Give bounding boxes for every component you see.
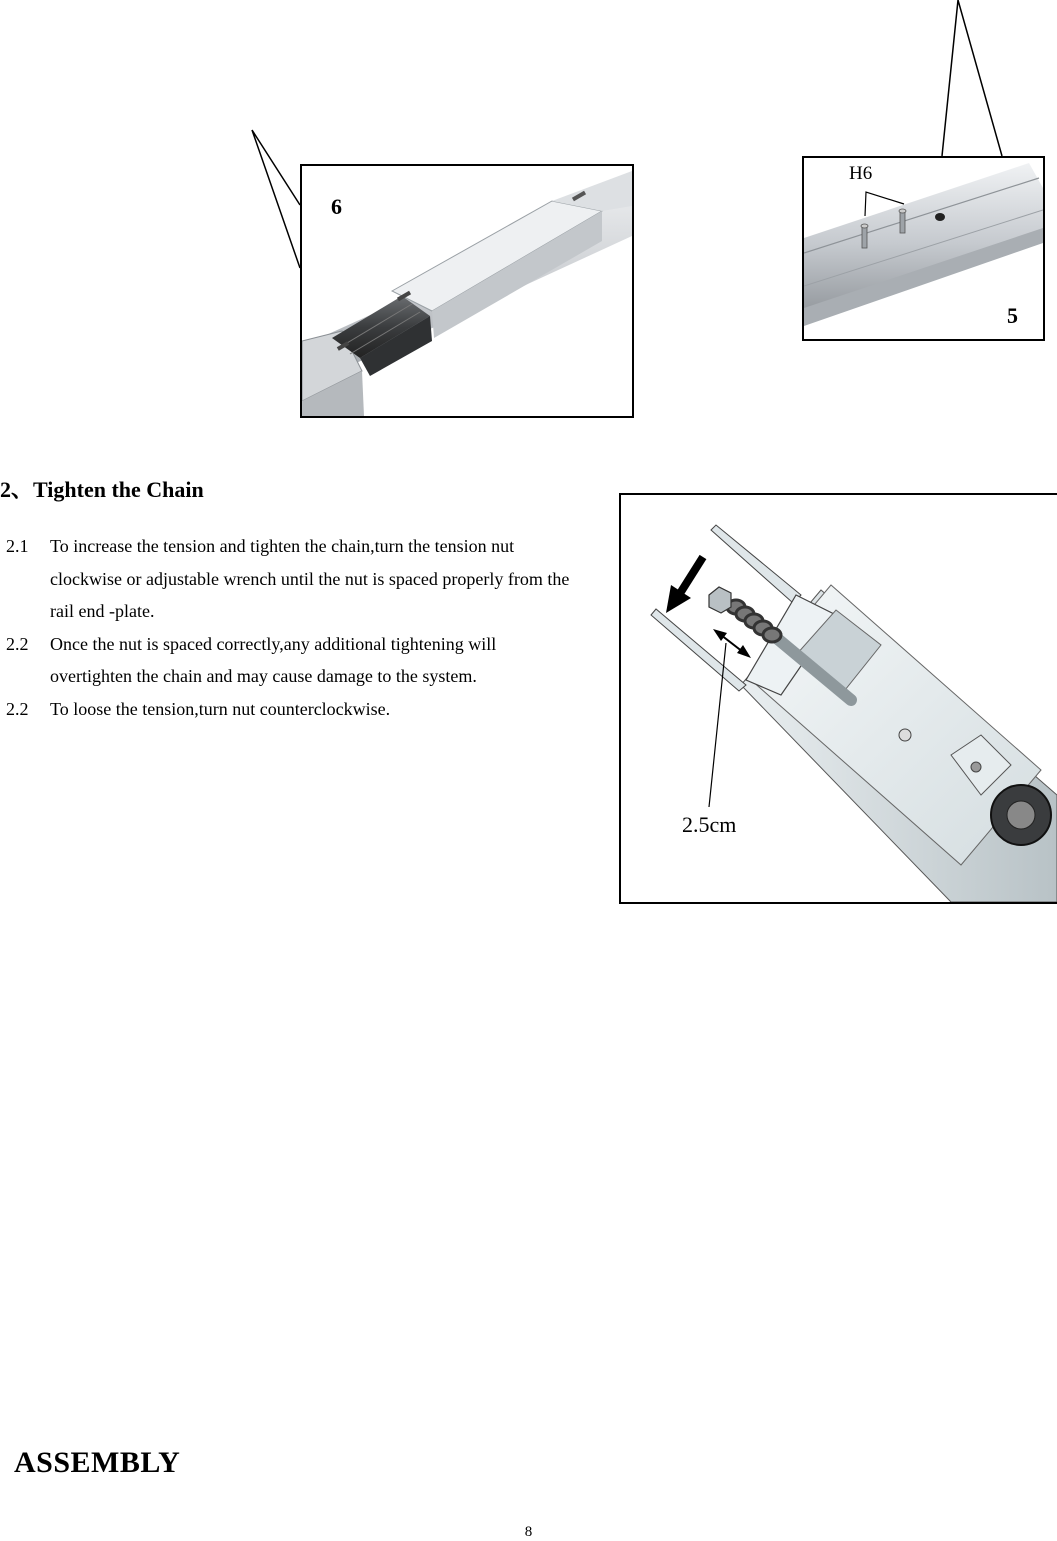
figure-6-callout-pointer xyxy=(252,130,300,268)
step-item xyxy=(6,693,576,726)
step-text: To increase the tension and tighten the chain,turn the tension nut clockwise or adjustable wrench until the nut is spaced properly from the rail end -plate. xyxy=(50,536,570,621)
step-item xyxy=(6,530,576,628)
figure-6-label: 6 xyxy=(331,194,342,219)
measurement-arrow-icon xyxy=(713,629,751,658)
rail-join-illustration xyxy=(302,166,632,416)
spring-icon xyxy=(727,600,781,642)
figure-6-box xyxy=(300,164,634,418)
tension-figure-box xyxy=(619,493,1057,904)
direction-arrow-icon xyxy=(666,557,703,613)
step-number: 2.1 xyxy=(6,536,29,556)
measurement-label: 2.5cm xyxy=(682,812,737,837)
step-item xyxy=(6,628,576,693)
step-text: Once the nut is spaced correctly,any additional tightening will overtighten the chain and may cause damage to the system. xyxy=(50,633,497,686)
step-text: To loose the tension,turn nut counterclockwise. xyxy=(50,698,391,719)
steps-list xyxy=(6,530,576,725)
tension-nut-icon xyxy=(709,587,731,613)
figure-5-callout-pointer xyxy=(942,0,1002,156)
tension-nut-illustration xyxy=(621,495,1057,902)
footer-title: ASSEMBLY xyxy=(14,1446,181,1479)
h6-part-label: H6 xyxy=(849,163,873,184)
step-number: 2.2 xyxy=(6,698,29,719)
page-number: 8 xyxy=(524,1524,533,1540)
section-title: 2、Tighten the Chain xyxy=(0,477,204,502)
step-number: 2.2 xyxy=(6,633,29,654)
figure-5-label: 5 xyxy=(1007,303,1018,328)
